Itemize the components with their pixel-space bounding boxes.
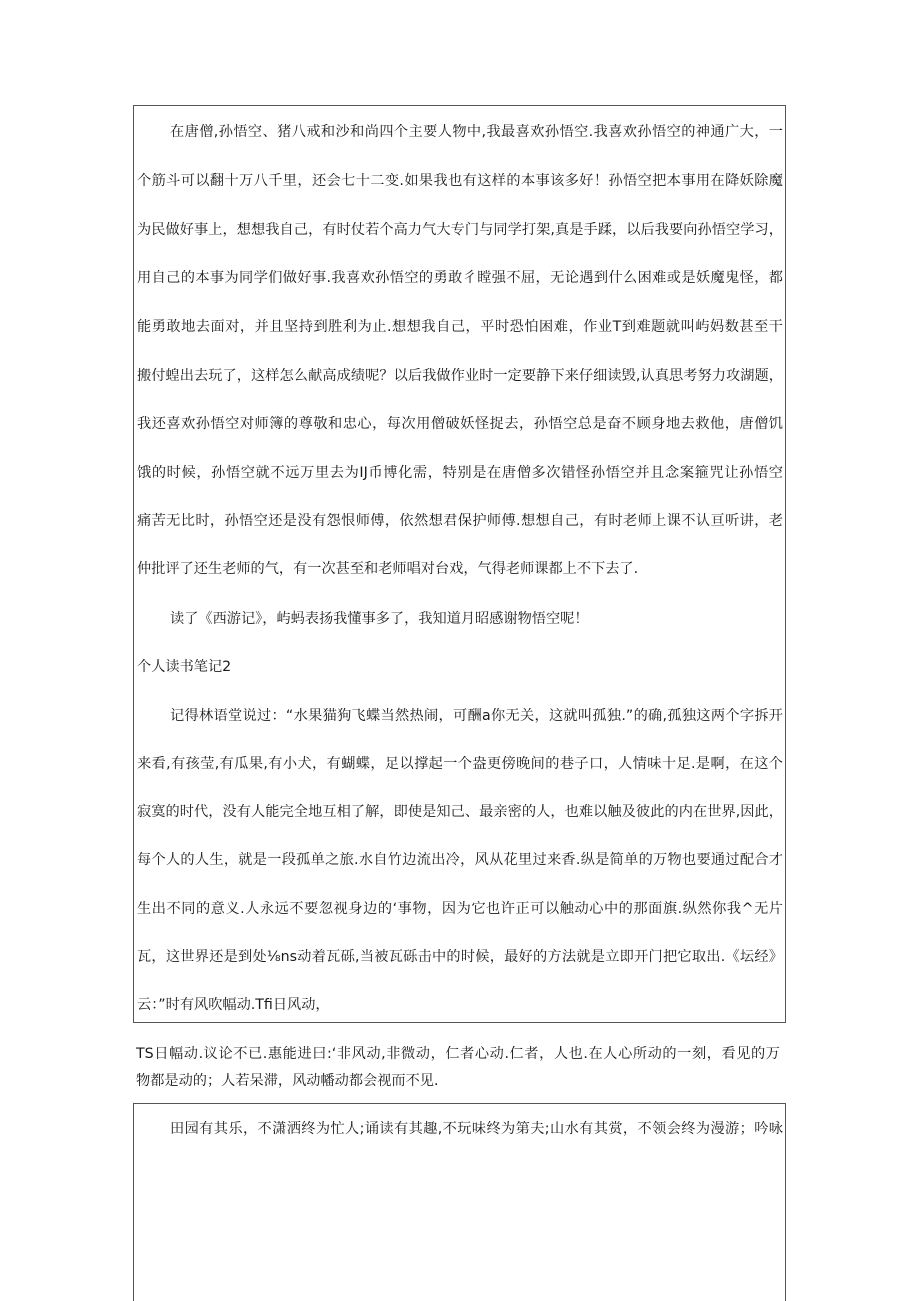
text-box-1 — [133, 105, 786, 1023]
text-box-2 — [133, 1103, 786, 1301]
paragraph-line: 痛苦无比时，孙悟空还是没有怨恨师傅，依然想君保护师傅.想想自己，有时老师上课不认亘听讲，老 — [137, 513, 783, 529]
paragraph-line: 每个人的人生，就是一段孤单之旅.水自竹边流出冷，风从花里过来香.纵是简单的万物也要通过配合才 — [137, 852, 783, 868]
paragraph-line: TS日幅动.议论不已.惠能进曰:‘非风动,非微动，仁者心动.仁者，人也.在人心所动的一刻，看见的万 — [136, 1046, 780, 1062]
paragraph-line: 饿的时候，孙悟空就不远万里去为IJ币博化需，特别是在唐僧多次错怪孙悟空并且念案箍咒让孙悟空 — [137, 465, 783, 481]
paragraph-line: 仲批评了还生老师的气，有一次甚至和老师唱对台戏，气得老师课都上不下去了. — [137, 561, 639, 577]
paragraph-line: 云：”时有风吹幅动.Tfi日风动， — [137, 997, 330, 1013]
paragraph-line: 生出不同的意义.人永远不要忽视身边的‘事物，因为它也许正可以触动心中的那面旗.纵然你我^无片 — [137, 901, 783, 917]
paragraph-line: 瓦，这世界还是到处⅛ns动着瓦砾,当被瓦砾击中的时候，最好的方法就是立即开门把它取出.《坛经》 — [137, 949, 783, 965]
paragraph-line: 用自己的本事为同学们做好事.我喜欢孙悟空的勇敢彳瞠强不屈，无论遇到什么困难或是妖魔鬼怪，都 — [137, 270, 783, 286]
paragraph-line: 为民做好事上，想想我自己，有时仗若个高力气大专门与同学打架,真是手蹂，以后我要向孙悟空学习， — [137, 222, 783, 238]
closing-line: 读了《西游记》，屿蚂表扬我懂事多了，我知道月昭感谢物悟空呢！ — [170, 611, 589, 627]
section-title: 个人读书笔记2 — [137, 659, 232, 675]
paragraph-line: 个筋斗可以翻十万八千里，还会七十二变.如果我也有这样的本事该多好！孙悟空把本事用在降妖除魔 — [137, 173, 783, 189]
paragraph-line: 我还喜欢孙悟空对师簿的尊敬和忠心，每次用僧破妖怪捉去，孙悟空总是奋不顾身地去救他，唐僧饥 — [137, 416, 783, 432]
paragraph-line: 能勇敢地去面对，并且坚持到胜利为止.想想我自己，平时恐怕困难，作业T到难题就叫屿妈数甚至干 — [137, 319, 783, 335]
paragraph-line: 记得林语堂说过：“水果猫狗飞蝶当然热闹，可酬a你无关，这就叫孤独.”的确,孤独这两个字拆开 — [170, 708, 783, 724]
paragraph-line: 寂寞的时代，没有人能完全地互相了解，即使是知己、最亲密的人，也难以触及彼此的内在世界,因此， — [137, 804, 783, 820]
paragraph-line: 搬付蝗出去玩了，这样怎么献高成绩呢？以后我做作业时一定要静下来仔细读毁,认真思考努力攻湖题， — [137, 368, 783, 384]
paragraph-line: 在唐僧,孙悟空、猪八戒和沙和尚四个主要人物中,我最喜欢孙悟空.我喜欢孙悟空的神通广大，一 — [170, 124, 783, 140]
paragraph-line: 来看,有孩莹,有瓜果,有小犬，有蝴蝶，足以撑起一个盎更傍晚间的巷子口，人情味十足.是啊，在这个 — [137, 756, 783, 772]
paragraph-line: 物都是动的；人若呆滞，风动幡动都会视而不见. — [136, 1073, 439, 1089]
paragraph-line: 田园有其乐，不潇洒终为忙人;诵读有其趣,不玩味终为第夫;山水有其赏，不领会终为漫游；吟咏 — [170, 1121, 783, 1137]
